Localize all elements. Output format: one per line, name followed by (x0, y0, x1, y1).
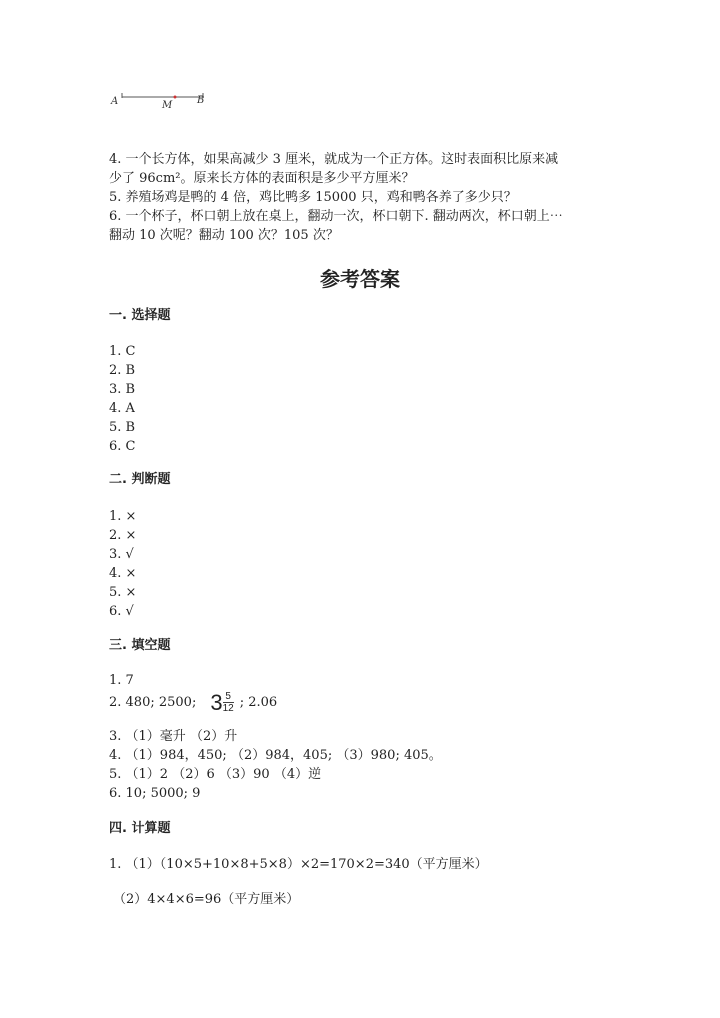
fraction-denominator: 12 (222, 703, 234, 714)
answer-item: 6. √ (109, 604, 134, 619)
questions (109, 150, 563, 245)
section2-answers (109, 507, 136, 621)
answer-item: 1. C (109, 344, 136, 359)
section-heading: 三. 填空题 (109, 638, 171, 653)
question-line: 5. 养殖场鸡是鸭的 4 倍，鸡比鸭多 15000 只，鸡和鸭各养了多少只？ (109, 190, 517, 205)
answer-item: 5. B (109, 420, 136, 435)
answer-item: 2. × (109, 528, 137, 543)
question-line: 翻动 10 次呢？翻动 100 次？105 次？ (109, 228, 339, 243)
answer-item: （2）4×4×6=96（平方厘米） (113, 892, 300, 907)
section-heading: 四. 计算题 (109, 821, 171, 836)
answer-item: 4. A (109, 401, 135, 416)
answer-item: 3. √ (109, 547, 134, 562)
answer-item: 2. B (109, 363, 136, 378)
fraction-numerator: 5 (225, 691, 231, 702)
mixed-fraction (210, 691, 233, 714)
answer-item: 3. B (109, 382, 136, 397)
answer-item: 1. × (109, 509, 137, 524)
answers-title: 参考答案 (320, 267, 400, 291)
fraction-whole: 3 (210, 690, 223, 715)
line-segment-figure (108, 88, 213, 112)
answer-item-fraction (109, 691, 277, 721)
answer-item: 5. × (109, 585, 137, 600)
answer-item: 4. × (109, 566, 137, 581)
answer-item: 4. （1）984，450; （2）984，405; （3）980; 405。 (109, 748, 442, 763)
answer-item: 6. 10; 5000; 9 (109, 786, 201, 801)
answer-item: 3. （1）毫升 （2）升 (109, 729, 238, 744)
section-heading: 二. 判断题 (109, 472, 171, 487)
question-line: 4. 一个长方体，如果高减少 3 厘米，就成为一个正方体。这时表面积比原来减 (109, 152, 559, 167)
section3-answers (109, 727, 442, 803)
question-line: 少了 96cm²。原来长方体的表面积是多少平方厘米？ (109, 171, 415, 186)
answer-item: 5. （1）2 （2）6 （3）90 （4）逆 (109, 767, 322, 782)
question-line: 6. 一个杯子，杯口朝上放在桌上，翻动一次，杯口朝下. 翻动两次，杯口朝上⋯ (109, 209, 563, 224)
section-heading: 一. 选择题 (109, 308, 171, 323)
answer-text: ; 2.06 (239, 695, 278, 710)
answer-item: 1. （1）（10×5+10×8+5×8）×2=170×2=340（平方厘米） (109, 857, 488, 872)
answer-text: 2. 480; 2500; (109, 695, 197, 710)
label-m: M (162, 100, 173, 111)
answer-item: 6. C (109, 439, 136, 454)
label-a: A (111, 96, 119, 107)
label-b: B (197, 95, 205, 106)
section1-answers (109, 342, 135, 456)
answer-item: 1. 7 (109, 673, 134, 688)
